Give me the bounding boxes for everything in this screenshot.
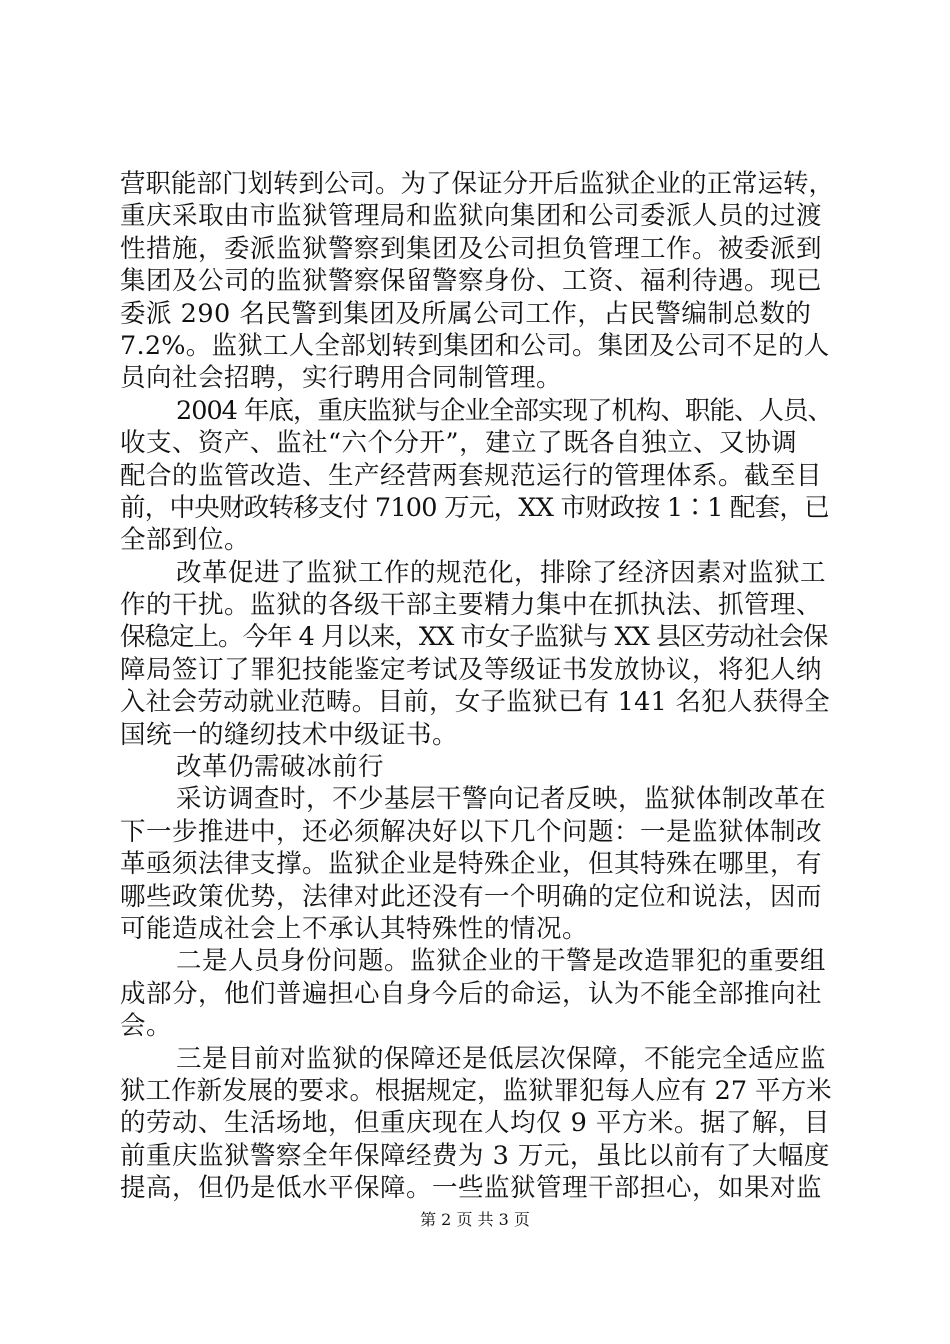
- text-line: 2004 年底，重庆监狱与企业全部实现了机构、职能、人员、: [176, 395, 833, 426]
- text-line: 入社会劳动就业范畴。目前，女子监狱已有 141 名犯人获得全: [120, 687, 830, 718]
- text-line: 国统一的缝纫技术中级证书。: [120, 719, 459, 750]
- text-line: 收支、资产、监社“六个分开”，建立了既各自独立、又协调: [120, 428, 798, 459]
- text-line: 会。: [120, 1011, 173, 1042]
- paragraph-6: [120, 1043, 833, 1205]
- text-line: 三是目前对监狱的保障还是低层次保障，不能完全适应监: [176, 1043, 827, 1074]
- text-line: 员向社会招聘，实行聘用合同制管理。: [120, 363, 563, 394]
- text-line: 二是人员身份问题。监狱企业的干警是改造罪犯的重要组: [176, 946, 827, 977]
- text-line: 重庆采取由市监狱管理局和监狱向集团和公司委派人员的过渡: [120, 201, 823, 232]
- text-line: 保稳定上。今年 4 月以来，XX 市女子监狱与 XX 县区劳动社会保: [120, 622, 828, 653]
- paragraph-4: [120, 783, 833, 945]
- paragraph-1: [120, 168, 833, 395]
- paragraph-3: [120, 557, 833, 751]
- text-line: 7.2%。监狱工人全部划转到集团和公司。集团及公司不足的人: [120, 330, 830, 361]
- text-line: 集团及公司的监狱警察保留警察身份、工资、福利待遇。现已: [120, 266, 823, 297]
- text-line: 可能造成社会上不承认其特殊性的情况。: [120, 913, 589, 944]
- text-line: 作的干扰。监狱的各级干部主要精力集中在抓执法、抓管理、: [120, 590, 823, 621]
- text-line: 全部到位。: [120, 525, 251, 556]
- page-number-footer: 第 2 页 共 3 页: [420, 1210, 530, 1229]
- text-line: 配合的监管改造、生产经营两套规范运行的管理体系。截至目: [120, 460, 823, 491]
- text-line: 前重庆监狱警察全年保障经费为 3 万元，虽比以前有了大幅度: [120, 1140, 830, 1171]
- text-line: 提高，但仍是低水平保障。一些监狱管理干部担心，如果对监: [120, 1173, 823, 1204]
- paragraph-5: [120, 945, 833, 1042]
- text-line: 哪些政策优势，法律对此还没有一个明确的定位和说法，因而: [120, 881, 823, 912]
- text-line: 委派 290 名民警到集团及所属公司工作，占民警编制总数的: [120, 298, 812, 329]
- text-line: 改革促进了监狱工作的规范化，排除了经济因素对监狱工: [176, 557, 827, 588]
- text-line: 障局签订了罪犯技能鉴定考试及等级证书发放协议，将犯人纳: [120, 654, 823, 685]
- text-line: 下一步推进中，还必须解决好以下几个问题：一是监狱体制改: [120, 816, 823, 847]
- document-body: [120, 168, 833, 1205]
- text-line: 采访调查时，不少基层干警向记者反映，监狱体制改革在: [176, 784, 827, 815]
- text-line: 前，中央财政转移支付 7100 万元，XX 市财政按 1∶1 配套，已: [120, 492, 829, 523]
- text-line: 革亟须法律支撑。监狱企业是特殊企业，但其特殊在哪里，有: [120, 849, 823, 880]
- text-line: 狱工作新发展的要求。根据规定，监狱罪犯每人应有 27 平方米: [120, 1075, 832, 1106]
- section-heading: [120, 751, 833, 783]
- text-line: 营职能部门划转到公司。为了保证分开后监狱企业的正常运转，: [120, 169, 835, 199]
- text-line: 的劳动、生活场地，但重庆现在人均仅 9 平方米。据了解，目: [120, 1108, 830, 1139]
- paragraph-2: [120, 395, 833, 557]
- text-line: 性措施，委派监狱警察到集团及公司担负管理工作。被委派到: [120, 233, 823, 264]
- text-line: 成部分，他们普遍担心自身今后的命运，认为不能全部推向社: [120, 978, 823, 1009]
- heading-line: 改革仍需破冰前行: [176, 752, 385, 783]
